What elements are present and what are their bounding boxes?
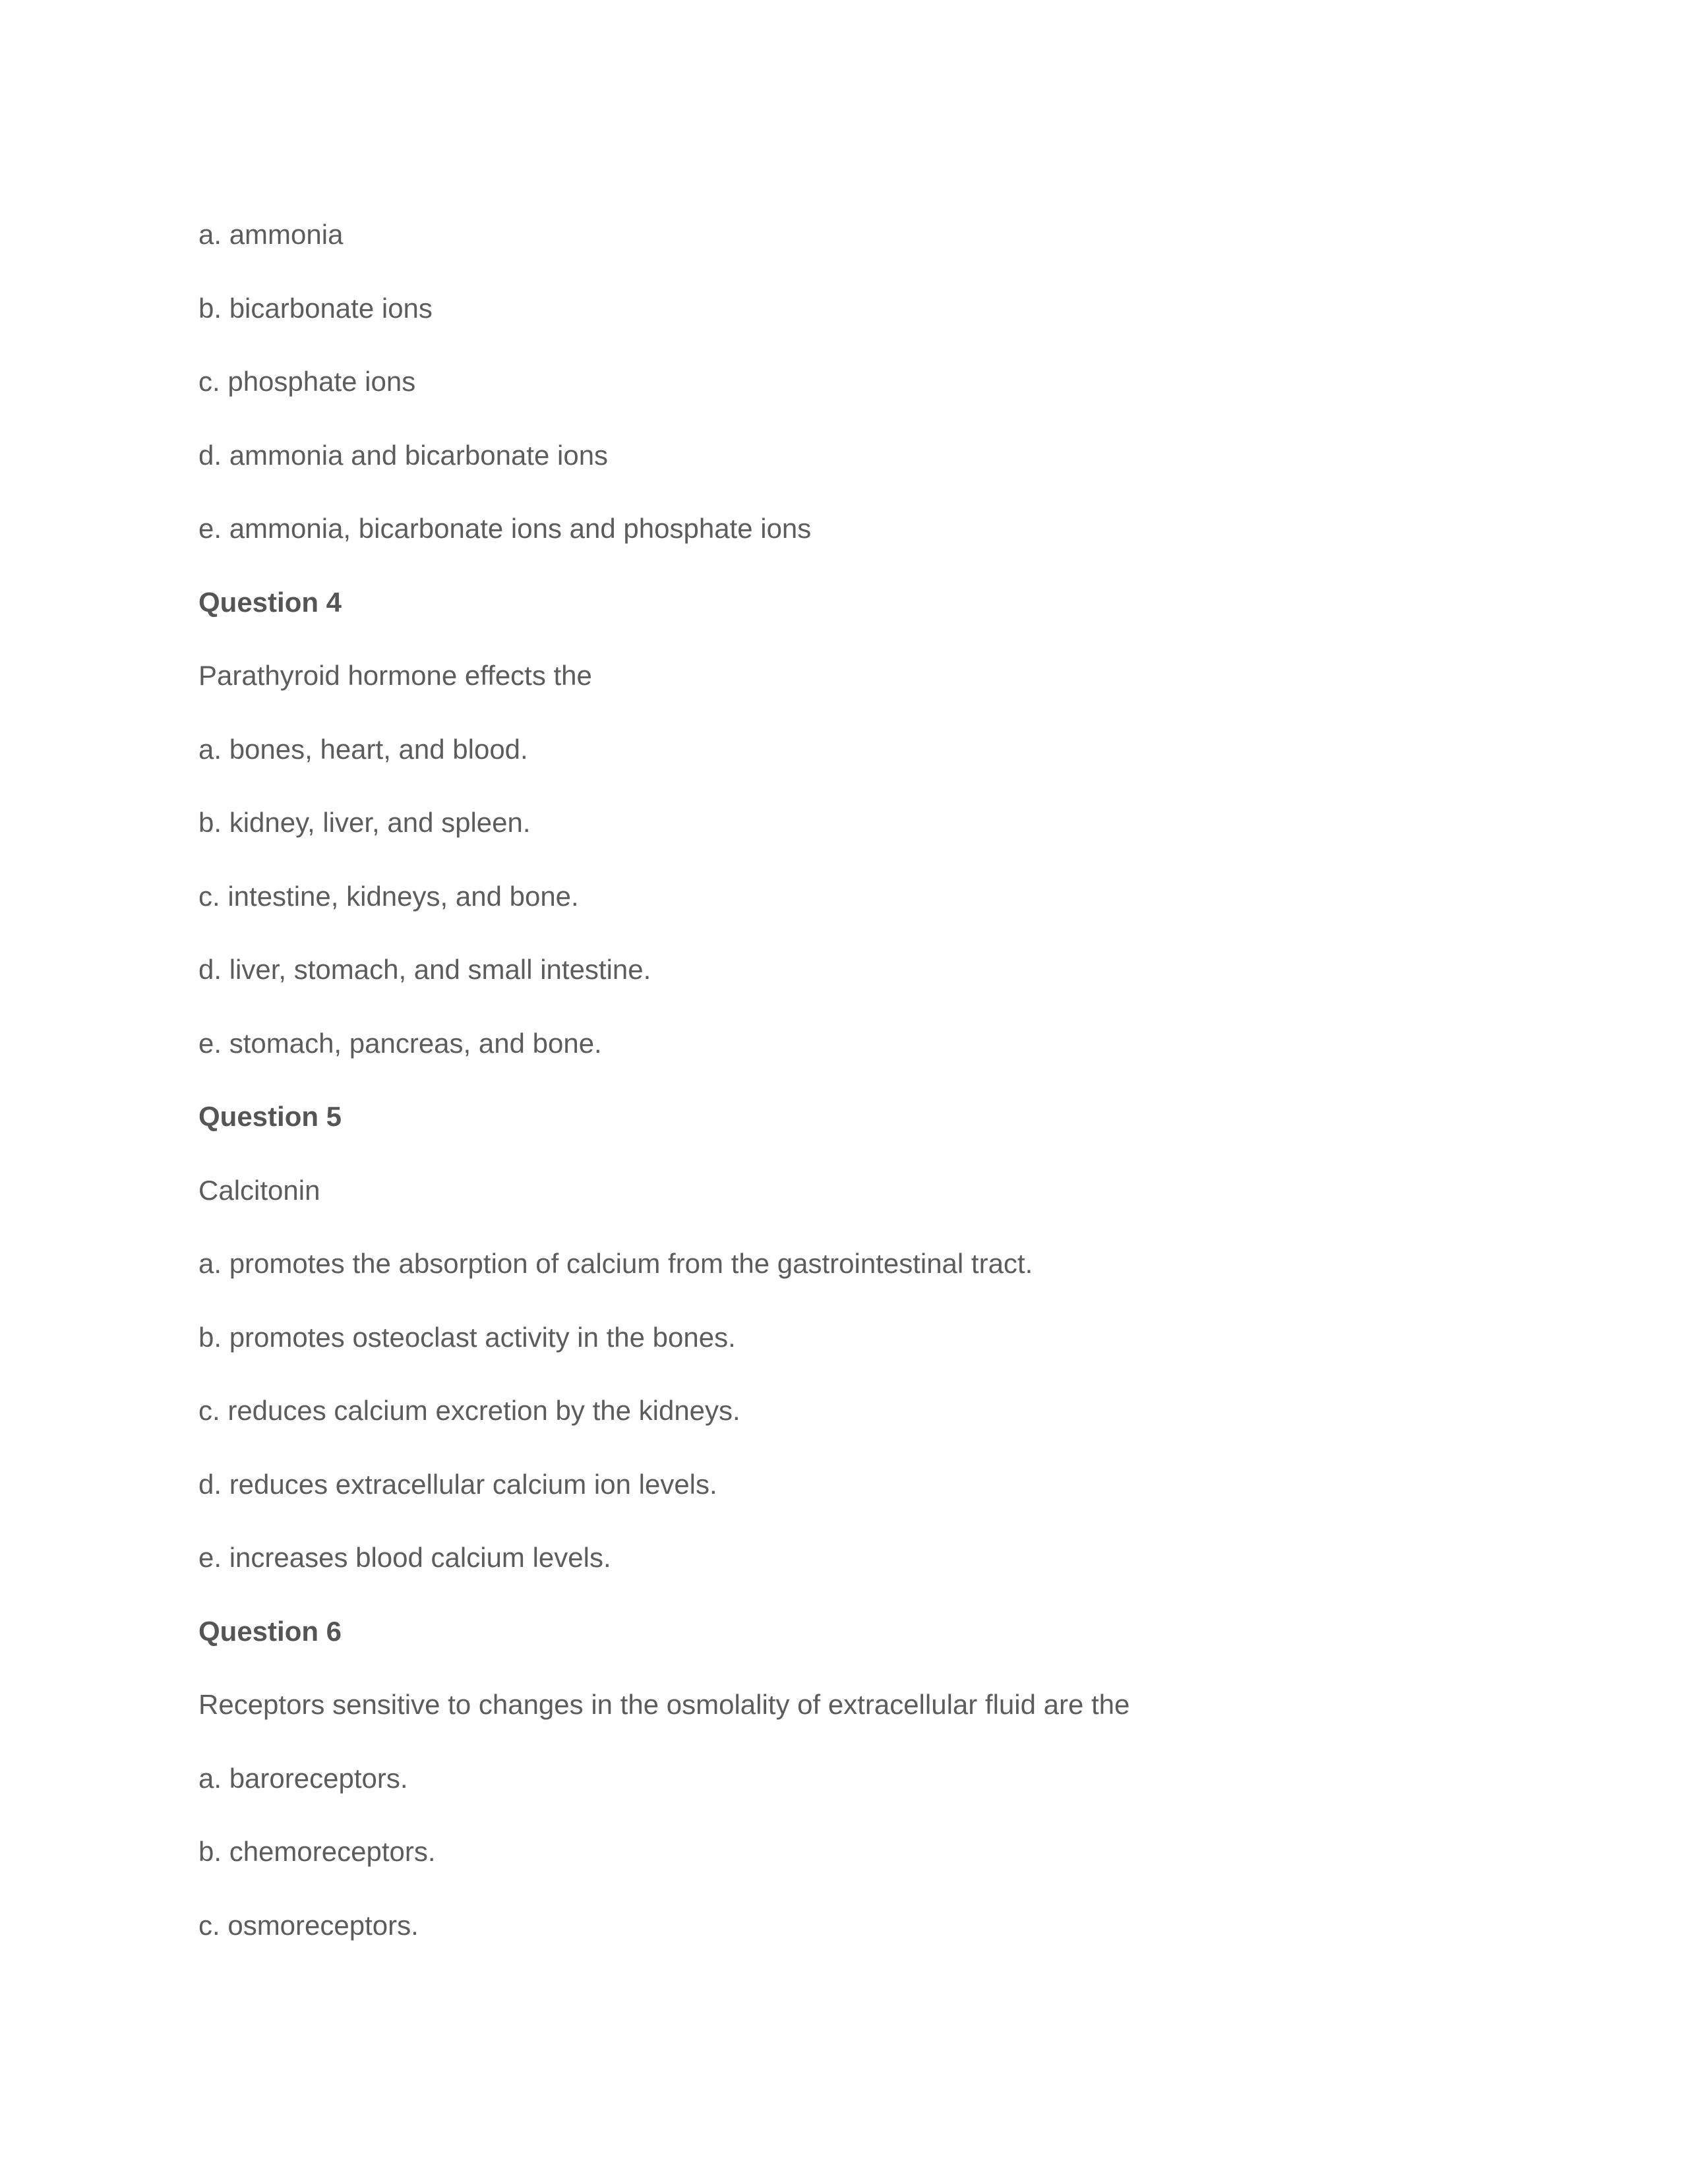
answer-option: d. ammonia and bicarbonate ions xyxy=(198,439,609,471)
answer-option: b. kidney, liver, and spleen. xyxy=(198,807,531,838)
answer-option: c. osmoreceptors. xyxy=(198,1909,419,1941)
question-heading: Question 6 xyxy=(198,1615,342,1647)
document-body xyxy=(198,214,1583,1978)
answer-option: e. stomach, pancreas, and bone. xyxy=(198,1027,602,1059)
answer-option: d. reduces extracellular calcium ion levels. xyxy=(198,1468,717,1500)
answer-option: a. ammonia xyxy=(198,219,344,250)
question-stem: Parathyroid hormone effects the xyxy=(198,660,592,691)
answer-option: c. phosphate ions xyxy=(198,366,416,397)
answer-option: a. promotes the absorption of calcium from the gastrointestinal tract. xyxy=(198,1248,1033,1279)
answer-option: d. liver, stomach, and small intestine. xyxy=(198,954,651,985)
question-heading: Question 4 xyxy=(198,586,342,618)
question-heading: Question 5 xyxy=(198,1101,342,1132)
answer-option: b. promotes osteoclast activity in the bones. xyxy=(198,1321,736,1353)
answer-option: e. increases blood calcium levels. xyxy=(198,1542,611,1573)
answer-option: a. bones, heart, and blood. xyxy=(198,733,528,765)
question-stem: Receptors sensitive to changes in the osmolality of extracellular fluid are the xyxy=(198,1689,1130,1720)
answer-option: c. reduces calcium excretion by the kidneys. xyxy=(198,1395,740,1426)
answer-option: b. bicarbonate ions xyxy=(198,292,433,324)
answer-option: e. ammonia, bicarbonate ions and phosphate ions xyxy=(198,513,812,544)
answer-option: b. chemoreceptors. xyxy=(198,1836,436,1867)
answer-option: c. intestine, kidneys, and bone. xyxy=(198,880,579,912)
question-stem: Calcitonin xyxy=(198,1174,320,1206)
answer-option: a. baroreceptors. xyxy=(198,1762,408,1794)
